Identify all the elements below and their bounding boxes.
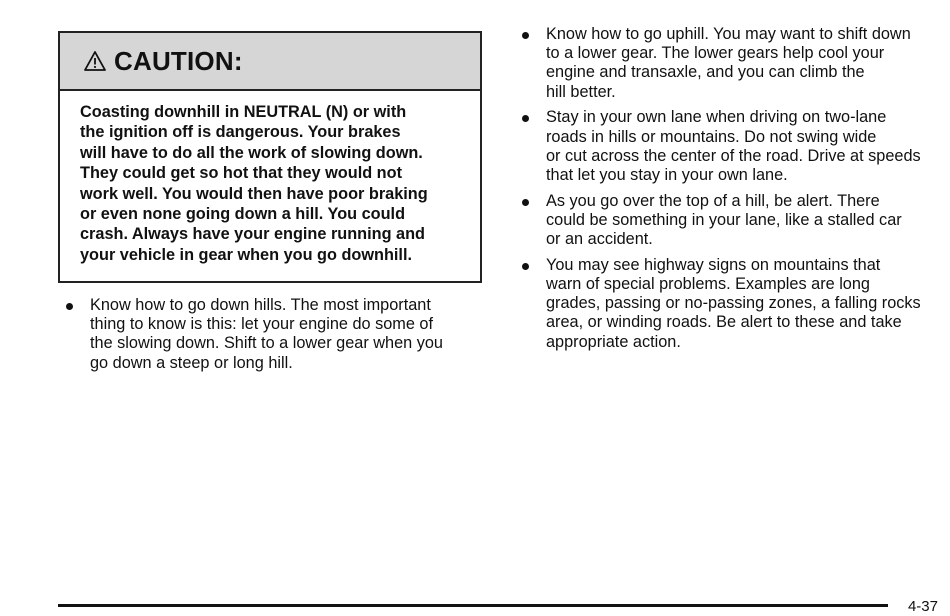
text-line: area, or winding roads. Be alert to these and take xyxy=(546,313,902,332)
text-line: engine and transaxle, and you can climb the xyxy=(546,63,865,82)
caution-line: crash. Always have your engine running and xyxy=(80,225,426,244)
list-item-text xyxy=(546,25,948,102)
caution-line: will have to do all the work of slowing down. xyxy=(80,143,423,162)
text-line: or an accident. xyxy=(546,230,653,249)
text-line: Know how to go down hills. The most important xyxy=(90,296,431,314)
caution-header xyxy=(60,33,480,91)
caution-box xyxy=(58,31,482,283)
text-line: warn of special problems. Examples are long xyxy=(546,274,870,293)
bullet-icon xyxy=(522,115,529,122)
text-line: hill better. xyxy=(546,82,616,101)
text-line: go down a steep or long hill. xyxy=(90,353,293,372)
caution-line: your vehicle in gear when you go downhill. xyxy=(80,245,413,264)
text-line: Stay in your own lane when driving on two-lane xyxy=(546,108,887,127)
caution-line: or even none going down a hill. You could xyxy=(80,205,406,224)
text-line: or cut across the center of the road. Drive at speeds xyxy=(546,146,921,165)
text-line: appropriate action. xyxy=(546,332,681,351)
caution-line: work well. You would then have poor braking xyxy=(80,184,428,203)
left-bullet-list xyxy=(64,296,484,373)
list-item-text xyxy=(546,108,948,185)
text-line: to a lower gear. The lower gears help cool your xyxy=(546,44,885,63)
bullet-icon xyxy=(66,303,73,310)
text-line: could be something in your lane, like a stalled car xyxy=(546,210,902,229)
page-number: 4-37 xyxy=(907,598,938,615)
text-line: As you go over the top of a hill, be alert. There xyxy=(546,191,880,210)
text-line: roads in hills or mountains. Do not swing wide xyxy=(546,127,877,146)
caution-line: They could get so hot that they would not xyxy=(80,164,402,183)
list-item-text xyxy=(546,192,948,250)
text-line: Know how to go uphill. You may want to shift down xyxy=(546,25,911,43)
text-line: You may see highway signs on mountains that xyxy=(546,255,881,274)
list-item-text xyxy=(546,256,948,352)
list-item-text xyxy=(90,296,484,373)
right-bullet-list xyxy=(520,25,948,358)
list-item xyxy=(520,256,948,352)
caution-line: Coasting downhill in NEUTRAL (N) or with xyxy=(80,103,407,121)
bullet-icon xyxy=(522,199,529,206)
caution-text xyxy=(60,91,480,265)
footer-rule xyxy=(58,604,888,607)
text-line: that let you stay in your own lane. xyxy=(546,165,788,184)
list-item xyxy=(520,108,948,185)
bullet-icon xyxy=(522,263,529,270)
text-line: grades, passing or no-passing zones, a falling rocks xyxy=(546,294,921,313)
text-line: thing to know is this: let your engine do some of xyxy=(90,315,434,334)
caution-title: CAUTION: xyxy=(114,45,243,76)
list-item xyxy=(64,296,484,373)
list-item xyxy=(520,192,948,250)
caution-line: the ignition off is dangerous. Your brakes xyxy=(80,123,401,142)
text-line: the slowing down. Shift to a lower gear when you xyxy=(90,334,443,353)
list-item xyxy=(520,25,948,102)
warning-triangle-icon xyxy=(84,50,106,72)
bullet-icon xyxy=(522,32,529,39)
